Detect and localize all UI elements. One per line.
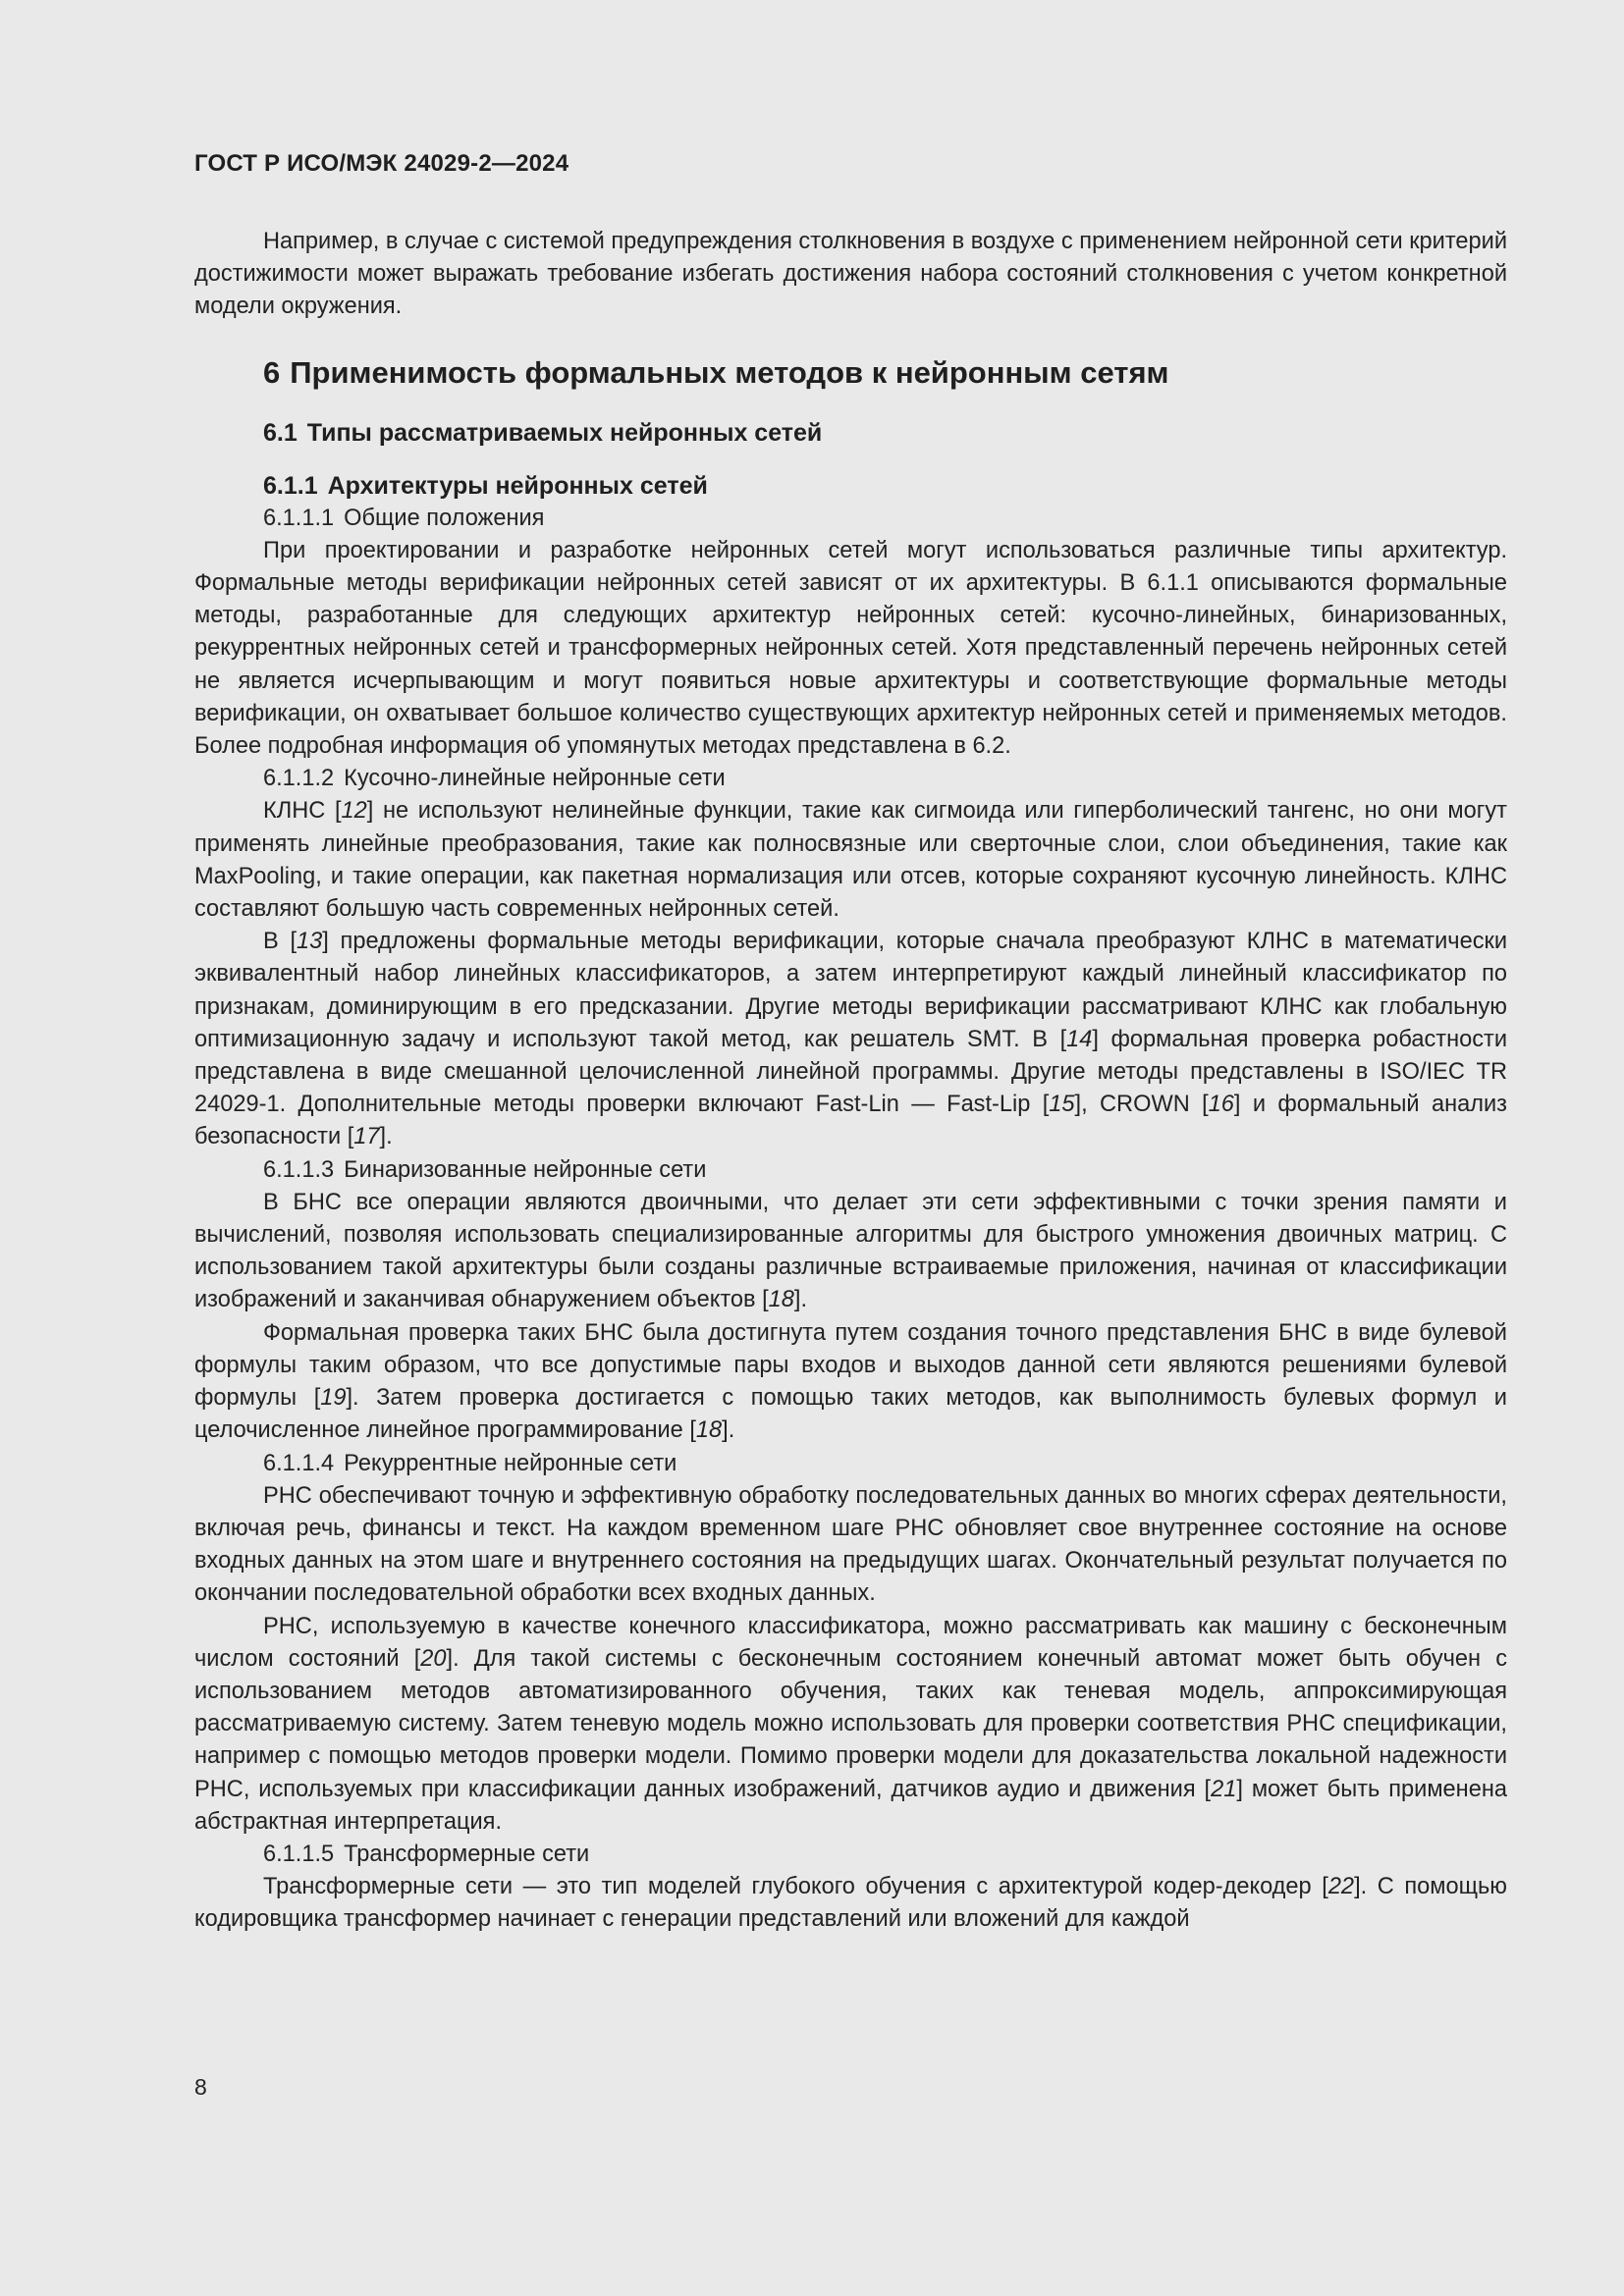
section-title: Бинаризованные нейронные сети	[344, 1156, 707, 1183]
reference-link[interactable]: 12	[341, 798, 367, 825]
reference-link[interactable]: 14	[1066, 1026, 1093, 1052]
section-6-1-1-4-heading	[263, 1448, 1507, 1480]
paragraph: РНС обеспечивают точную и эффективную обработку последовательных данных во многих сферах деятельности, включая речь, финансы и текст. На каждом временном шаге РНС обновляет свое внутреннее состояние на основе входных данных на этом шаге и внутреннего состояния на предыдущих шагах. Окончательный результат получается по окончании последовательной обработки всех входных данных.	[194, 1482, 1507, 1607]
section-number: 6.1.1.2	[263, 766, 335, 792]
paragraph	[194, 1611, 1507, 1839]
text-run: ].	[379, 1124, 393, 1150]
section-number: 6.1.1.4	[263, 1450, 335, 1476]
section-title: Рекуррентные нейронные сети	[344, 1450, 677, 1476]
section-title: Применимость формальных методов к нейронным сетям	[290, 354, 1169, 390]
section-6-1-heading	[263, 416, 1507, 450]
intro-paragraph: Например, в случае с системой предупреждения столкновения в воздухе с применением нейронной сети критерий достижимости может выражать требование избегать достижения набора состояний столкновения с учетом конкретной модели окружения.	[194, 229, 1507, 320]
text-run: ]. С помощью кодировщика трансформер начинает с генерации представлений или вложений для каждой	[194, 1874, 1507, 1933]
text-run: Формальная проверка таких БНС была достигнута путем создания точного представления БНС в виде булевой формулы таким образом, что все допустимые пары входов и выходов данной сети являются решениями булевой формулы [	[194, 1319, 1507, 1412]
section-6-1-1-5-heading	[263, 1839, 1507, 1871]
paragraph	[194, 1871, 1507, 1936]
text-run: КЛНС [	[263, 798, 342, 825]
text-run: Трансформерные сети — это тип моделей глубокого обучения с архитектурой кодер-декодер [	[263, 1874, 1328, 1900]
text-run: ]. Затем проверка достигается с помощью таких методов, как выполнимость булевых формул и целочисленное линейное программирование [	[194, 1385, 1507, 1444]
text-run: В [	[263, 929, 298, 955]
reference-link[interactable]: 16	[1208, 1092, 1234, 1118]
section-title: Типы рассматриваемых нейронных сетей	[306, 418, 823, 447]
page-number: 8	[194, 2074, 207, 2100]
text-run: В БНС все операции являются двоичными, что делает эти сети эффективными с точки зрения памяти и вычислений, позволяя использовать специализированные алгоритмы для быстрого умножения двоичных матриц. С использованием такой архитектуры были созданы различные встраиваемые приложения, начиная от классификации изображений и заканчивая обнаружением объектов [	[194, 1189, 1507, 1313]
section-6-1-1-2-heading	[263, 763, 1507, 795]
section-6-heading	[263, 353, 1507, 393]
section-number: 6.1	[263, 418, 298, 447]
section-6-1-1-heading	[263, 469, 1507, 503]
page-body	[194, 226, 1507, 1937]
section-number: 6.1.1.1	[263, 505, 335, 531]
reference-link[interactable]: 15	[1049, 1092, 1075, 1118]
section-title: Трансформерные сети	[344, 1841, 590, 1867]
text-run: ].	[793, 1287, 808, 1313]
text-run: ] и формальный анализ безопасности [	[194, 1092, 1507, 1150]
reference-link[interactable]: 18	[695, 1417, 723, 1444]
reference-link[interactable]: 17	[353, 1124, 380, 1150]
text-run: ], CROWN [	[1074, 1092, 1209, 1118]
text-run: ] предложены формальные методы верификации, которые сначала преобразуют КЛНС в математически эквивалентный набор линейных классификаторов, а затем интерпретируют каждый линейный классификатор по признакам, доминирующим в его предсказании. Другие методы верификации рассматривают КЛНС как глобальную оптимизационную задачу и используют такой метод, как решатель SMT. В [	[194, 929, 1507, 1052]
section-title: Архитектуры нейронных сетей	[327, 471, 708, 500]
section-number: 6.1.1	[263, 471, 318, 500]
document-header: ГОСТ Р ИСО/МЭК 24029-2—2024	[194, 150, 569, 177]
reference-link[interactable]: 20	[420, 1645, 447, 1672]
section-number: 6	[263, 354, 281, 390]
section-number: 6.1.1.5	[263, 1841, 335, 1867]
reference-link[interactable]: 22	[1327, 1874, 1355, 1900]
text-run: РНС, используемую в качестве конечного классификатора, можно рассматривать как машину с бесконечным числом состояний [	[194, 1613, 1507, 1672]
paragraph	[194, 795, 1507, 926]
paragraph: При проектировании и разработке нейронных сетей могут использоваться различные типы архитектур. Формальные методы верификации нейронных сетей зависят от их архитектуры. В 6.1.1 описываются формальные методы, разработанные для следующих архитектур нейронных сетей: кусочно-линейных, бинаризованных, рекуррентных нейронных сетей и трансформерных нейронных сетей. Хотя представленный перечень нейронных сетей не является исчерпывающим и могут появиться новые архитектуры и соответствующие формальные методы верификации, он охватывает большое количество существующих архитектур нейронных сетей и применяемых методов. Более подробная информация об упомянутых методах представлена в 6.2.	[194, 537, 1507, 760]
section-number: 6.1.1.3	[263, 1156, 335, 1183]
text-run: ].	[722, 1417, 735, 1444]
reference-link[interactable]: 13	[297, 929, 323, 955]
section-6-1-1-3-heading	[263, 1154, 1507, 1187]
text-run: ] не используют нелинейные функции, такие как сигмоида или гиперболический тангенс, но они могут применять линейные преобразования, такие как полносвязные или сверточные слои, слои объединения, такие как MaxPooling, и такие операции, как пакетная нормализация или отсев, которые сохраняют кусочную линейность. КЛНС составляют большую часть современных нейронных сетей.	[194, 798, 1507, 923]
paragraph	[194, 1317, 1507, 1448]
text-run: ]. Для такой системы с бесконечным состоянием конечный автомат может быть обучен с использованием методов автоматизированного обучения, таких как теневая модель, аппроксимирующая рассматриваемую систему. Затем теневую модель можно использовать для проверки соответствия РНС спецификации, например с помощью методов проверки модели. Помимо проверки модели для доказательства локальной надежности РНС, используемых при классификации данных изображений, датчиков аудио и движения [	[194, 1645, 1507, 1802]
reference-link[interactable]: 19	[320, 1385, 347, 1412]
paragraph	[194, 1187, 1507, 1317]
paragraph	[194, 926, 1507, 1153]
text-run: ] может быть применена абстрактная интерпретация.	[194, 1776, 1507, 1835]
section-6-1-1-1-heading	[263, 503, 1507, 535]
reference-link[interactable]: 21	[1211, 1776, 1237, 1802]
text-run: ] формальная проверка робастности представлена в виде смешанной целочисленной линейной программы. Другие методы представлены в ISO/IEC TR 24029-1. Дополнительные методы проверки включают Fast-Lin — Fast-Lip [	[194, 1026, 1508, 1118]
section-title: Кусочно-линейные нейронные сети	[344, 766, 726, 792]
section-title: Общие положения	[344, 505, 545, 531]
reference-link[interactable]: 18	[768, 1287, 794, 1313]
